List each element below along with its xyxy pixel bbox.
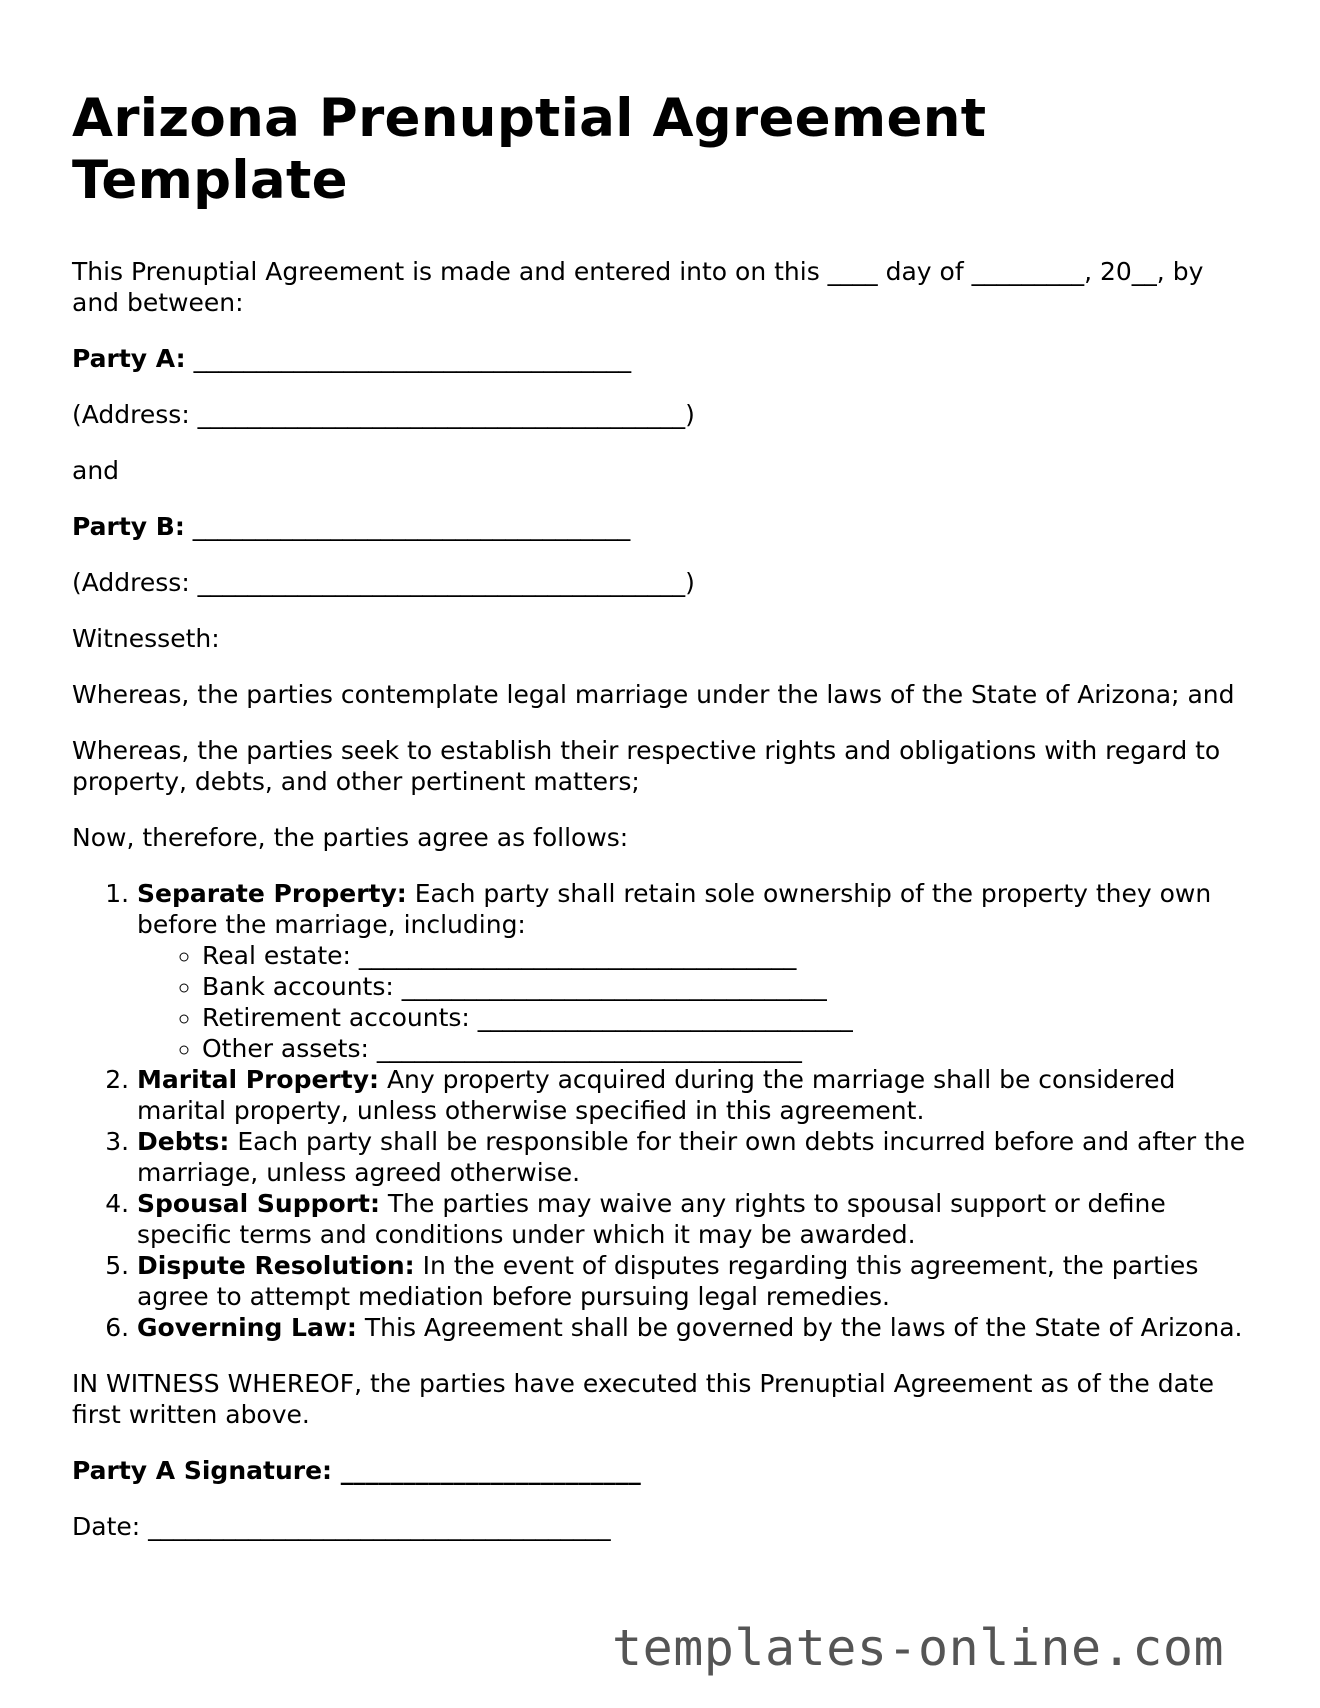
watermark: templates-online.com [612, 1619, 1225, 1677]
clause-text: The parties may waive any rights to spousal support or define specific terms and conditions under which it may be awarded. [137, 1189, 1166, 1249]
clause-heading: Debts: [137, 1127, 230, 1156]
clause-heading: Dispute Resolution: [137, 1251, 415, 1280]
sub-item-real-estate: ◦ Real estate: ___________________________________ [202, 940, 1252, 971]
sub-item-retirement-accounts: ◦ Retirement accounts: ______________________________ [202, 1002, 1252, 1033]
party-b-label: Party B: [72, 512, 185, 541]
and-text: and [72, 456, 120, 485]
clause-marital-property [137, 1064, 1252, 1126]
party-a-signature-label: Party A Signature: ________________________ [72, 1456, 641, 1485]
clause-separate-property [137, 878, 1252, 1064]
clauses-list [72, 878, 1252, 1343]
clause-debts [137, 1126, 1252, 1188]
in-witness-paragraph: IN WITNESS WHEREOF, the parties have executed this Prenuptial Agreement as of the date first written above. [72, 1369, 1215, 1429]
document-title: Arizona Prenuptial Agreement Template [72, 88, 987, 211]
clause-text: Each party shall retain sole ownership of the property they own before the marriage, including: [137, 879, 1212, 939]
clause-heading: Marital Property: [137, 1065, 379, 1094]
clause-heading: Spousal Support: [137, 1189, 380, 1218]
clause-text: Each party shall be responsible for their own debts incurred before and after the marriage, unless agreed otherwise. [137, 1127, 1246, 1187]
document-page [72, 88, 1252, 1542]
clause-governing-law [137, 1312, 1252, 1343]
party-a-signature-line [72, 1455, 1252, 1486]
separate-property-sublist [137, 940, 1252, 1064]
party-a-blank: ___________________________________ [185, 344, 632, 373]
date-line: Date: _____________________________________ [72, 1512, 611, 1541]
clause-heading: Separate Property: [137, 879, 407, 908]
clause-text: Any property acquired during the marriage shall be considered marital property, unless otherwise specified in this agreement. [137, 1065, 1176, 1125]
party-a-line [72, 343, 1252, 374]
clause-text: In the event of disputes regarding this agreement, the parties agree to attempt mediation before pursuing legal remedies. [137, 1251, 1199, 1311]
intro-paragraph: This Prenuptial Agreement is made and entered into on this ____ day of _________, 20__, by and between: [72, 257, 1204, 317]
whereas-paragraph-1: Whereas, the parties contemplate legal marriage under the laws of the State of Arizona; and [72, 680, 1235, 709]
party-a-label: Party A: [72, 344, 186, 373]
sub-item-bank-accounts: ◦ Bank accounts: __________________________________ [202, 971, 1252, 1002]
clause-heading: Governing Law: [137, 1313, 357, 1342]
clause-dispute-resolution [137, 1250, 1252, 1312]
clause-spousal-support [137, 1188, 1252, 1250]
party-b-line [72, 511, 1252, 542]
now-therefore-paragraph: Now, therefore, the parties agree as follows: [72, 823, 629, 852]
clause-text: This Agreement shall be governed by the laws of the State of Arizona. [356, 1313, 1243, 1342]
party-b-address: (Address: _______________________________________) [72, 568, 695, 597]
whereas-paragraph-2: Whereas, the parties seek to establish their respective rights and obligations with regard to property, debts, and other pertinent matters; [72, 736, 1221, 796]
party-a-address: (Address: _______________________________________) [72, 400, 695, 429]
party-b-blank: ___________________________________ [184, 512, 631, 541]
sub-item-other-assets: ◦ Other assets: __________________________________ [202, 1033, 1252, 1064]
witnesseth-text: Witnesseth: [72, 624, 220, 653]
